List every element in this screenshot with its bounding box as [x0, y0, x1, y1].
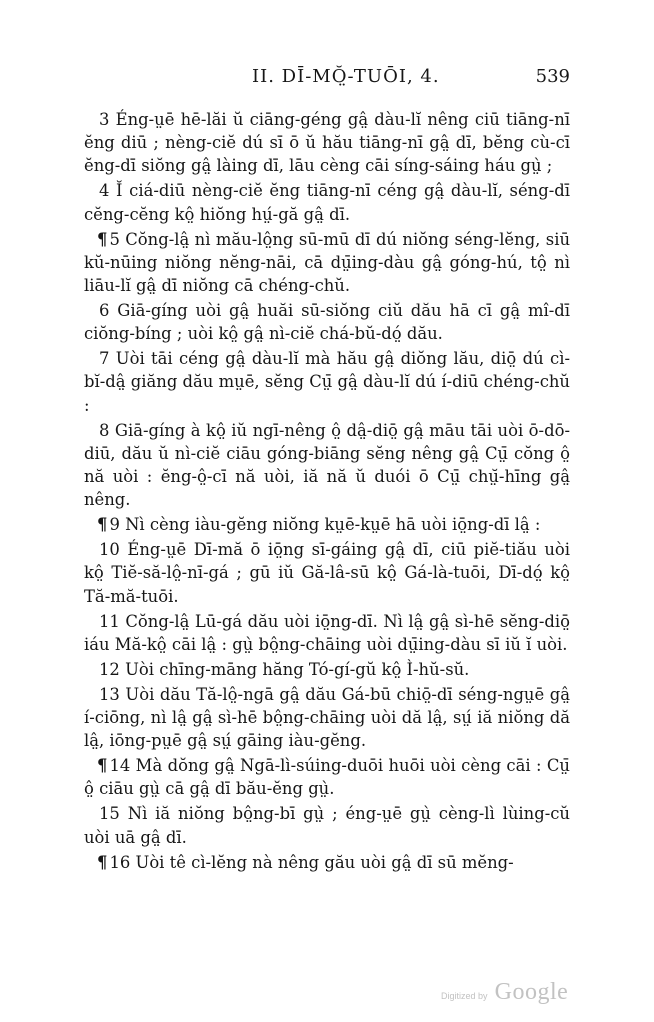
verse-paragraph: [84, 538, 570, 608]
verse-text: 9 Nì cèng iàu-gĕng niŏng kṳē-kṳē hā uòi iō̤ng-dī lâ̤ :: [109, 515, 541, 535]
verse-text: 14 Mà dŏng gâ̤ Ngā-lì-súing-duōi huōi uòi cèng cāi : Cṳ̄ ô̤ ciāu gṳ̀ cā gâ̤ dī bău-ĕng gṳ̀.: [84, 756, 570, 799]
running-header: [80, 66, 570, 92]
pilcrow-mark: ¶: [97, 756, 108, 776]
verse-paragraph: [84, 754, 570, 800]
verse-text: 11 Cŏng-lâ̤ Lū-gá dău uòi iō̤ng-dī. Nì lâ̤ gâ̤ sì-hē sĕng-diō̤ iáu Mă-kô̤ cāi lâ̤ : gṳ̀ bô̤ng-chāing uòi dṳ̄ing-dàu sī iŭ ĭ uòi.: [84, 611, 570, 654]
verse-text: 4 Ĭ ciá-diū nèng-ciĕ ĕng tiāng-nī céng gâ̤ dàu-lĭ, séng-dī cĕng-cĕng kô̤ hiŏng hṳ́-gă gâ̤ dī.: [84, 181, 570, 224]
verse-paragraph: [84, 851, 570, 874]
verse-text: 7 Uòi tāi céng gâ̤ dàu-lĭ mà hău gâ̤ diŏng lău, diō̤ dú cì-bĭ-dâ̤ giăng dău mṳē, sĕng Cṳ̄ gâ̤ dàu-lĭ dú í-diū chéng-chŭ :: [84, 349, 570, 415]
pilcrow-mark: ¶: [97, 229, 108, 249]
running-title: II. DĪ-MŎ̤-TUŌI, 4.: [252, 66, 440, 87]
pilcrow-mark: ¶: [97, 515, 108, 535]
google-logo: Google: [494, 979, 569, 1005]
verse-paragraph: [84, 228, 570, 298]
verse-text: 8 Giā-gíng à kô̤ iŭ ngī-nêng ô̤ dâ̤-diō̤ gâ̤ māu tāi uòi ō-dō-diū, dău ŭ nì-ciĕ ciāu góng-biāng sĕng nêng gâ̤ Cṳ̄ cŏng ô̤ nă uòi : ĕng-ô̤-cī nă uòi, iă nă ŭ duói ō Cṳ̄ chṳ̆-hīng gâ̤ nêng.: [84, 420, 570, 510]
digitized-watermark: [441, 979, 568, 1006]
verse-paragraph: [84, 419, 570, 512]
verse-text: 12 Uòi chīng-māng hăng Tó-gí-gŭ kô̤ Ì-hŭ-sŭ.: [99, 659, 470, 679]
verse-text: 6 Giā-gíng uòi gâ̤ huăi sū-siŏng ciŭ dău hā cī gâ̤ mî-dī ciŏng-bíng ; uòi kô̤ gâ̤ nì-ciĕ chá-bŭ-dó̤ dău.: [84, 301, 570, 344]
verse-paragraph: [84, 802, 570, 848]
verse-text: 5 Cŏng-lâ̤ nì mău-lô̤ng sū-mū dī dú niŏng séng-lĕng, siū kŭ-nūing niŏng nĕng-nāi, cā dṳ̄ing-dàu gâ̤ góng-hú, tô̤ nì liāu-lĭ gâ̤ dī niŏng cā chéng-chŭ.: [84, 229, 570, 296]
verse-paragraph: [84, 683, 570, 753]
verse-text: 3 Éng-ṳē hē-lăi ŭ ciāng-géng gâ̤ dàu-lĭ nêng ciū tiāng-nī ĕng diū ; nèng-ciĕ dú sī ō ŭ hău tiāng-nī gâ̤ dī, bĕng cù-cī ĕng-dī siŏng gâ̤ làing dī, lāu cèng cāi síng-sáing háu gṳ̀ ;: [84, 110, 570, 176]
pilcrow-mark: ¶: [97, 852, 108, 872]
digitized-label: Digitized by: [441, 991, 488, 1001]
verse-text: 13 Uòi dău Tă-lô̤-ngā gâ̤ dău Gá-bū chiō̤-dī séng-ngṳē gâ̤ í-ciōng, nì lâ̤ gâ̤ sì-hē bô̤ng-chāing uòi dă lâ̤, sṳ́ iă niŏng dă lâ̤, iōng-pṳē gâ̤ sṳ́ gāing iàu-gĕng.: [84, 684, 570, 751]
verse-paragraph: [84, 610, 570, 656]
verse-text: 16 Uòi tê cì-lĕng nà nêng gău uòi gâ̤ dī sū mĕng-: [109, 852, 514, 872]
verse-text: 15 Nì iă niŏng bô̤ng-bī gṳ̀ ; éng-ṳē gṳ̀ cèng-lì lùing-cŭ uòi uā gâ̤ dī.: [84, 804, 570, 847]
verse-paragraph: [84, 179, 570, 225]
chapter-text: [84, 108, 570, 876]
page-number: 539: [535, 66, 570, 87]
verse-text: 10 Éng-ṳē Dī-mă ō iō̤ng sī-gáing gâ̤ dī, ciū piĕ-tiău uòi kô̤ Tiĕ-să-lô̤-nī-gá ; gū iŭ Gă-lâ-sū kô̤ Gá-là-tuōi, Dī-dó̤ kô̤ Tă-mă-tuōi.: [84, 540, 570, 606]
verse-paragraph: [84, 108, 570, 178]
verse-paragraph: [84, 513, 570, 536]
verse-paragraph: [84, 658, 570, 681]
verse-paragraph: [84, 347, 570, 417]
verse-paragraph: [84, 299, 570, 345]
